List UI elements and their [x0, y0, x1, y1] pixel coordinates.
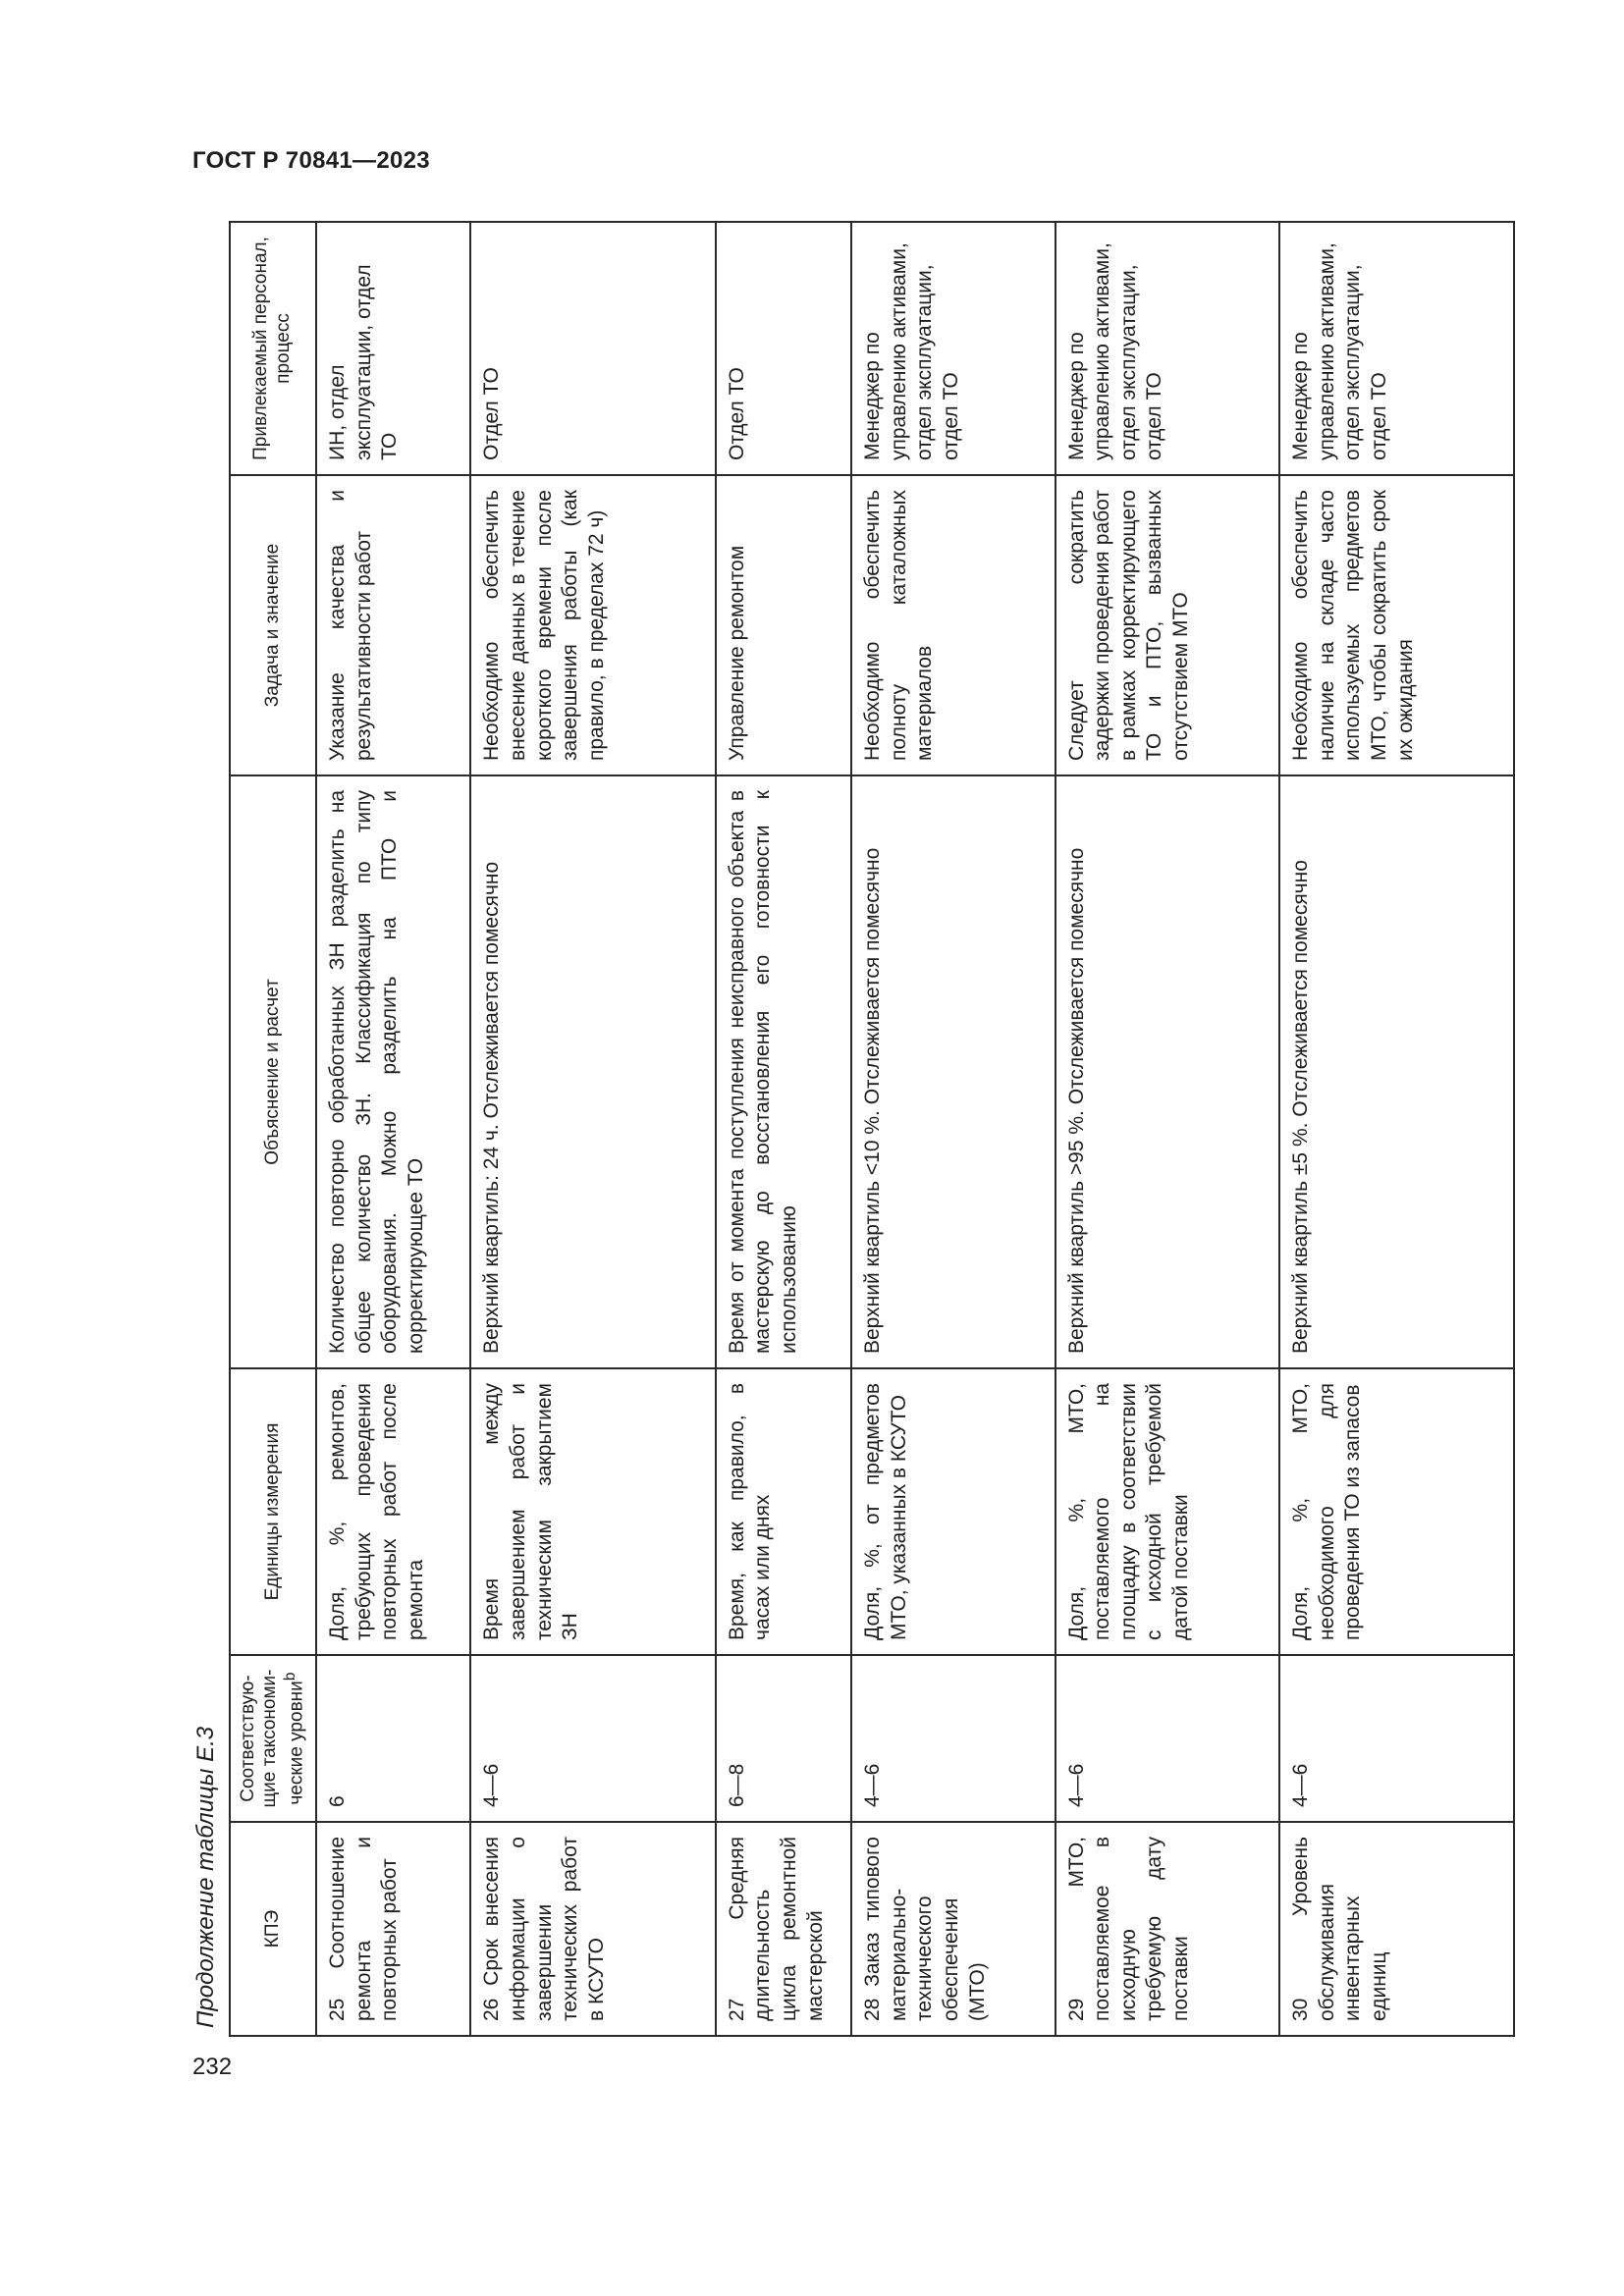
cell-task: Указание качества и результативности работ	[316, 475, 470, 775]
cell-kpi: 26 Срок внесения информации о завершении технических работ в КСУТО	[470, 1822, 715, 2036]
cell-task: Следует сократить задержки проведения работ в рамках корректирующего ТО и ПТО, вызванных отсутствием МТО	[1056, 475, 1279, 775]
cell-personnel: ИН, отдел эксплуатации, отдел ТО	[316, 222, 470, 475]
cell-levels: 4—6	[470, 1655, 715, 1822]
kpi-table	[229, 221, 1515, 2037]
table-row	[1056, 222, 1279, 2036]
table-row	[1279, 222, 1514, 2036]
page-number: 232	[192, 2054, 233, 2080]
cell-levels: 4—6	[851, 1655, 1056, 1822]
column-header-kpi: КПЭ	[230, 1822, 316, 2036]
cell-task: Необходимо обеспечить наличие на складе часто используемых предметов МТО, чтобы сократить срок их ожидания	[1279, 475, 1514, 775]
cell-personnel: Менеджер по управлению активами, отдел эксплуатации, отдел ТО	[1056, 222, 1279, 475]
cell-levels: 6	[316, 1655, 470, 1822]
cell-kpi: 25 Соотношение ремонта и повторных работ	[316, 1822, 470, 2036]
cell-units: Доля, %, ремонтов, требующих проведения повторных работ после ремонта	[316, 1368, 470, 1655]
column-header-units: Единицы измерения	[230, 1368, 316, 1655]
footnote-b-marker: b	[282, 1672, 299, 1682]
cell-levels: 6—8	[716, 1655, 851, 1822]
column-header-explanation: Объяснение и расчет	[230, 775, 316, 1368]
cell-explanation: Верхний квартиль: 24 ч. Отслеживается помесячно	[470, 775, 715, 1368]
cell-units: Доля, %, МТО, поставляемого на площадку в соответствии с исходной требуемой датой поставки	[1056, 1368, 1279, 1655]
cell-levels: 4—6	[1056, 1655, 1279, 1822]
rotated-table-container	[229, 223, 1515, 2037]
cell-levels: 4—6	[1279, 1655, 1514, 1822]
cell-task: Необходимо обеспечить полноту каталожных материалов	[851, 475, 1056, 775]
cell-explanation: Количество повторно обработанных ЗН разделить на общее количество ЗН. Классификация по типу оборудования. Можно разделить на ПТО и корректирующее ТО	[316, 775, 470, 1368]
cell-personnel: Менеджер по управлению активами, отдел эксплуатации, отдел ТО	[851, 222, 1056, 475]
cell-explanation: Верхний квартиль >95 %. Отслеживается помесячно	[1056, 775, 1279, 1368]
cell-personnel: Отдел ТО	[470, 222, 715, 475]
cell-units: Время, как правило, в часах или днях	[716, 1368, 851, 1655]
document-title: ГОСТ Р 70841—2023	[192, 147, 430, 174]
cell-explanation: Верхний квартиль ±5 %. Отслеживается помесячно	[1279, 775, 1514, 1368]
table-caption: Продолжение таблицы Е.3	[192, 1726, 219, 2028]
cell-units: Доля, %, от предметов МТО, указанных в КСУТО	[851, 1368, 1056, 1655]
cell-kpi: 27 Средняя длительность цикла ремонтной мастерской	[716, 1822, 851, 2036]
cell-explanation: Время от момента поступления неисправного объекта в мастерскую до восстановления его готовности к использованию	[716, 775, 851, 1368]
table-row	[716, 222, 851, 2036]
cell-personnel: Менеджер по управлению активами, отдел эксплуатации, отдел ТО	[1279, 222, 1514, 475]
cell-units: Время между завершением работ и техническим закрытием ЗН	[470, 1368, 715, 1655]
cell-task: Необходимо обеспечить внесение данных в течение короткого времени после завершения работы (как правило, в пределах 72 ч)	[470, 475, 715, 775]
cell-kpi: 28 Заказ типового материально-технического обеспечения (МТО)	[851, 1822, 1056, 2036]
cell-explanation: Верхний квартиль <10 %. Отслеживается помесячно	[851, 775, 1056, 1368]
cell-kpi: 29 МТО, поставляемое в исходную требуемую дату поставки	[1056, 1822, 1279, 2036]
column-header-levels: Соответствую-щие таксономи-ческие уровни$^b$	[230, 1655, 316, 1822]
column-header-personnel: Привлекаемый персонал, процесс	[230, 222, 316, 475]
cell-kpi: 30 Уровень обслуживания инвентарных единиц	[1279, 1822, 1514, 2036]
cell-task: Управление ремонтом	[716, 475, 851, 775]
cell-personnel: Отдел ТО	[716, 222, 851, 475]
table-row	[470, 222, 715, 2036]
table-row	[316, 222, 470, 2036]
column-header-task: Задача и значение	[230, 475, 316, 775]
table-row	[851, 222, 1056, 2036]
cell-units: Доля, %, МТО, необходимого для проведения ТО из запасов	[1279, 1368, 1514, 1655]
table-header-row	[230, 222, 316, 2036]
